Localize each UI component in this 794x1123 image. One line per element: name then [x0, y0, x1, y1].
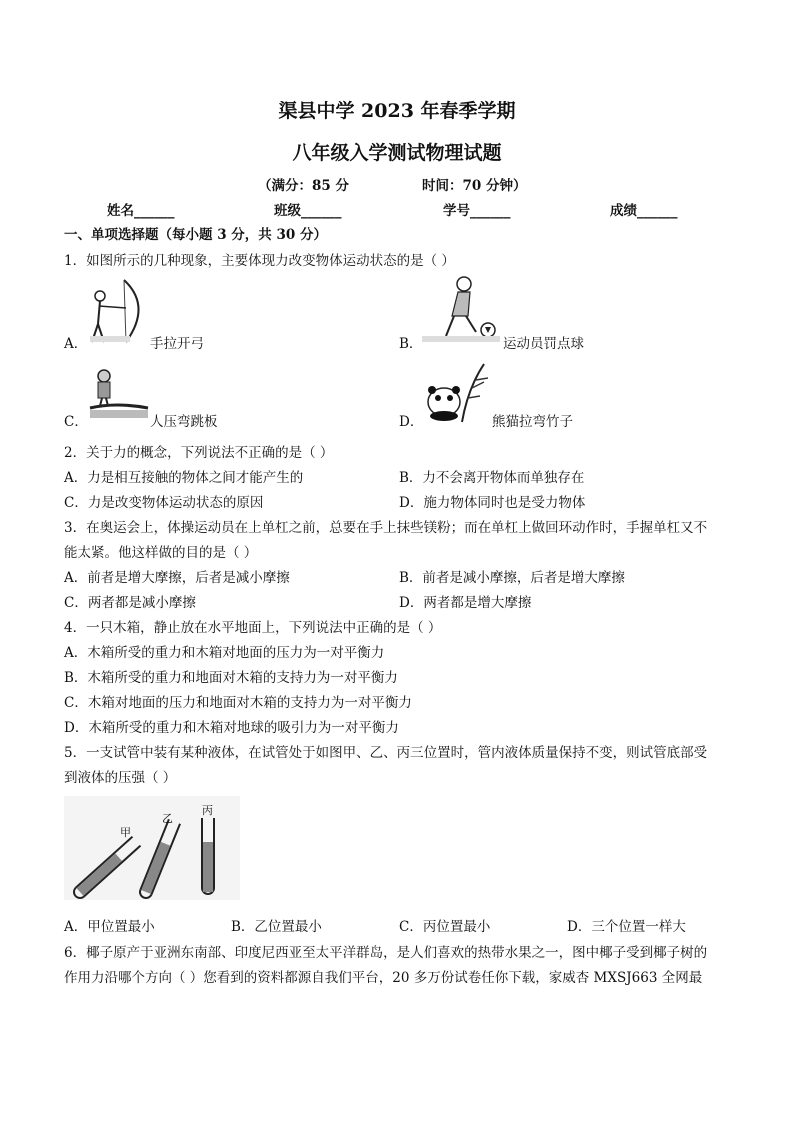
q5-option-b[interactable]: B．乙位置最小: [231, 919, 322, 935]
tube-label-jia: 甲: [120, 826, 131, 839]
q2-option-a[interactable]: A．力是相互接触的物体之间才能产生的: [64, 470, 304, 486]
q1-option-c-caption: 人压弯跳板: [150, 414, 218, 430]
q2-option-d[interactable]: D．施力物体同时也是受力物体: [399, 495, 586, 511]
test-tube-figure: [64, 796, 240, 900]
section-heading: 一、单项选择题（每小题 3 分，共 30 分）: [64, 227, 327, 243]
q3-stem-line1: 3．在奥运会上，体操运动员在上单杠之前，总要在手上抹些镁粉；而在单杠上做回环动作时，手握单杠又不: [64, 520, 708, 536]
q3-option-a[interactable]: A．前者是增大摩擦，后者是减小摩擦: [64, 570, 290, 586]
q4-option-c[interactable]: C．木箱对地面的压力和地面对木箱的支持力为一对平衡力: [64, 695, 412, 711]
diving-board-figure: [86, 366, 150, 422]
footballer-figure: [418, 272, 502, 344]
q4-option-a[interactable]: A．木箱所受的重力和木箱对地面的压力为一对平衡力: [64, 645, 385, 661]
q5-option-a[interactable]: A．甲位置最小: [64, 919, 155, 935]
name-field[interactable]: 姓名______: [107, 203, 175, 219]
tube-label-yi: 乙: [162, 812, 173, 825]
q5-option-d[interactable]: D．三个位置一样大: [567, 919, 686, 935]
q1-option-c-label[interactable]: C．: [64, 414, 88, 430]
q1-stem: 1．如图所示的几种现象，主要体现力改变物体运动状态的是（ ）: [64, 253, 455, 269]
q1-option-b-label[interactable]: B．: [399, 336, 423, 352]
panda-bamboo-figure: [422, 358, 492, 424]
q5-option-c[interactable]: C．丙位置最小: [399, 919, 491, 935]
q4-option-d[interactable]: D．木箱所受的重力和木箱对地球的吸引力为一对平衡力: [64, 720, 399, 736]
q4-option-b[interactable]: B．木箱所受的重力和地面对木箱的支持力为一对平衡力: [64, 670, 398, 686]
q1-option-a-caption: 手拉开弓: [150, 336, 204, 352]
q1-option-d-caption: 熊猫拉弯竹子: [492, 414, 573, 430]
q3-option-c[interactable]: C．两者都是减小摩擦: [64, 595, 196, 611]
q2-option-b[interactable]: B．力不会离开物体而单独存在: [399, 470, 585, 486]
q1-option-d-label[interactable]: D．: [399, 414, 424, 430]
q2-stem: 2．关于力的概念，下列说法不正确的是（ ）: [64, 445, 334, 461]
q2-option-c[interactable]: C．力是改变物体运动状态的原因: [64, 495, 264, 511]
q3-option-b[interactable]: B．前者是减小摩擦，后者是增大摩擦: [399, 570, 625, 586]
exam-school-title: 渠县中学 2023 年春季学期: [278, 100, 516, 122]
q1-option-a-label[interactable]: A．: [64, 336, 88, 352]
tube-label-bing: 丙: [202, 804, 213, 817]
q3-stem-line2: 能太紧。他这样做的目的是（ ）: [64, 545, 258, 561]
q6-stem-line1: 6．椰子原产于亚洲东南部、印度尼西亚至太平洋群岛，是人们喜欢的热带水果之一，图中椰子受到椰子树的: [64, 945, 708, 961]
score-field[interactable]: 成绩______: [610, 203, 678, 219]
exam-paper-title: 八年级入学测试物理试题: [292, 142, 502, 164]
q4-stem: 4．一只木箱，静止放在水平地面上，下列说法中正确的是（ ）: [64, 620, 442, 636]
class-field[interactable]: 班级______: [274, 203, 342, 219]
q3-option-d[interactable]: D．两者都是增大摩擦: [399, 595, 532, 611]
full-score: （满分：85 分: [258, 178, 349, 194]
q5-stem-line2: 到液体的压强（ ）: [64, 770, 177, 786]
q1-option-b-caption: 运动员罚点球: [503, 336, 584, 352]
q6-stem-line2: 作用力沿哪个方向（ ）您看到的资料都源自我们平台，20 多万份试卷任你下载，家威杏 MXSJ663 全网最: [64, 970, 703, 986]
archer-figure: [82, 276, 152, 346]
time-limit: 时间：70 分钟）: [422, 178, 527, 194]
q5-stem-line1: 5．一支试管中装有某种液体，在试管处于如图甲、乙、丙三位置时，管内液体质量保持不变，则试管底部受: [64, 745, 708, 761]
student-id-field[interactable]: 学号______: [443, 203, 511, 219]
